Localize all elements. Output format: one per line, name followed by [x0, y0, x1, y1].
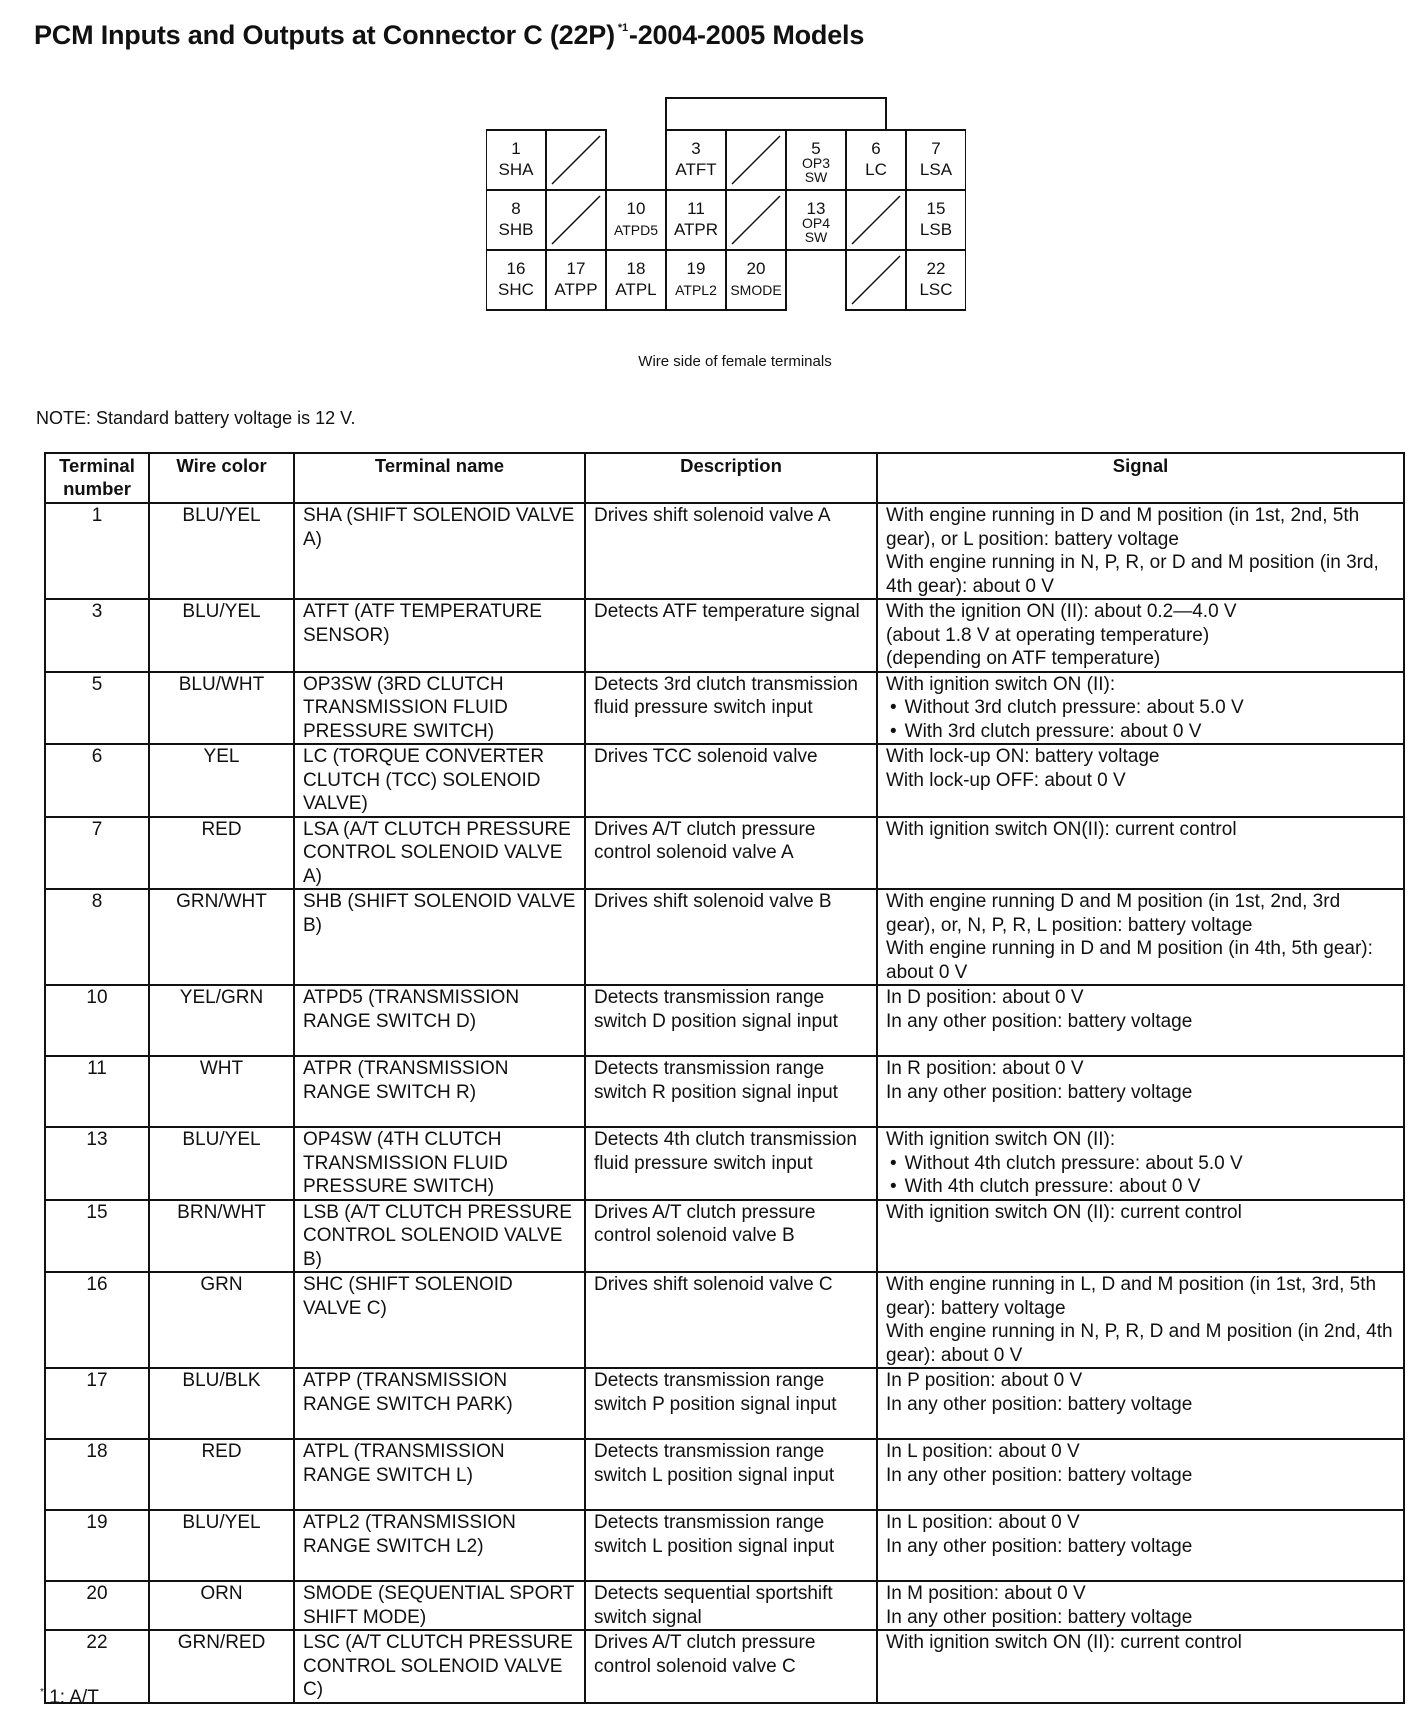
- terminal-number: 6: [45, 744, 149, 817]
- terminal-name: SHA (SHIFT SOLENOID VALVE A): [294, 503, 585, 599]
- terminal-name: LSC (A/T CLUTCH PRESSURE CONTROL SOLENOID VALVE C): [294, 1630, 585, 1703]
- wire-color: RED: [149, 817, 294, 890]
- wire-color: BLU/YEL: [149, 599, 294, 672]
- table-row: [45, 1439, 1404, 1510]
- terminal-number: 5: [45, 672, 149, 745]
- terminal-number: 18: [45, 1439, 149, 1510]
- signal: [877, 1127, 1404, 1200]
- terminal-number: 19: [45, 1510, 149, 1581]
- pin-label: OP3: [801, 155, 831, 171]
- table-row: [45, 1200, 1404, 1273]
- terminal-name: SHC (SHIFT SOLENOID VALVE C): [294, 1272, 585, 1368]
- wire-color: GRN/RED: [149, 1630, 294, 1703]
- pin-number: 10: [626, 199, 646, 218]
- signal: [877, 744, 1404, 817]
- table-row: [45, 1127, 1404, 1200]
- terminal-number: 22: [45, 1630, 149, 1703]
- pin-label: LSB: [919, 220, 953, 239]
- table-row: [45, 1056, 1404, 1127]
- signal-line: In any other position: battery voltage: [886, 1010, 1193, 1032]
- wire-color: BRN/WHT: [149, 1200, 294, 1273]
- pin-number: 16: [506, 259, 526, 278]
- table-row: [45, 1510, 1404, 1581]
- table-row: [45, 503, 1404, 599]
- signal-line: With the ignition ON (II): about 0.2—4.0 V: [886, 601, 1237, 622]
- pin-label: SHC: [498, 280, 534, 299]
- signal-line: With lock-up OFF: about 0 V: [886, 769, 1126, 791]
- terminal-number: 15: [45, 1200, 149, 1273]
- pin-number: 7: [931, 139, 941, 158]
- signal-line: In any other position: battery voltage: [886, 1081, 1193, 1103]
- terminal-name: ATPD5 (TRANSMISSION RANGE SWITCH D): [294, 985, 585, 1056]
- signal: [877, 1272, 1404, 1368]
- wire-color: GRN/WHT: [149, 889, 294, 985]
- pin-label: ATPL2: [675, 282, 717, 298]
- wire-color: YEL/GRN: [149, 985, 294, 1056]
- page-title: PCM Inputs and Outputs at Connector C (22P) $^{*1}$-2004-2005 Models: [34, 20, 865, 50]
- signal-line: In any other position: battery voltage: [886, 1606, 1193, 1628]
- terminal-name: ATPL2 (TRANSMISSION RANGE SWITCH L2): [294, 1510, 585, 1581]
- pin-number: 17: [566, 259, 586, 278]
- pin-number: 22: [926, 259, 946, 278]
- signal-line: In L position: about 0 V: [886, 1441, 1080, 1462]
- signal: [877, 503, 1404, 599]
- wire-color: BLU/YEL: [149, 1127, 294, 1200]
- description: Detects transmission range switch D position signal input: [585, 985, 877, 1056]
- pin-number: 11: [687, 199, 705, 218]
- terminal-number: 17: [45, 1368, 149, 1439]
- terminal-name: OP3SW (3RD CLUTCH TRANSMISSION FLUID PRESSURE SWITCH): [294, 672, 585, 745]
- pin-number: 6: [871, 139, 881, 158]
- terminal-number: 10: [45, 985, 149, 1056]
- signal-line: With engine running in N, P, R, or D and M position (in 3rd, 4th gear): about 0 V: [886, 552, 1379, 597]
- pin-label: SW: [804, 169, 828, 185]
- description: Detects transmission range switch P position signal input: [585, 1368, 877, 1439]
- signal: [877, 599, 1404, 672]
- description: Detects transmission range switch L position signal input: [585, 1439, 877, 1510]
- signal: [877, 1056, 1404, 1127]
- terminal-number: 13: [45, 1127, 149, 1200]
- wire-color: GRN: [149, 1272, 294, 1368]
- signal: [877, 1439, 1404, 1510]
- terminal-name: LC (TORQUE CONVERTER CLUTCH (TCC) SOLENOID VALVE): [294, 744, 585, 817]
- description: Drives shift solenoid valve A: [585, 503, 877, 599]
- terminal-name: LSB (A/T CLUTCH PRESSURE CONTROL SOLENOID VALVE B): [294, 1200, 585, 1273]
- description: Drives A/T clutch pressure control solenoid valve B: [585, 1200, 877, 1273]
- signal-line: With ignition switch ON (II): current control: [886, 1632, 1242, 1653]
- pin-number: 20: [746, 259, 766, 278]
- signal: [877, 1368, 1404, 1439]
- table-row: [45, 889, 1404, 985]
- signal-line: In L position: about 0 V: [886, 1512, 1080, 1533]
- signal-bullet: • Without 4th clutch pressure: about 5.0 V: [886, 1152, 1395, 1176]
- signal-line: With engine running in N, P, R, D and M position (in 2nd, 4th gear): about 0 V: [886, 1321, 1393, 1366]
- wire-color: ORN: [149, 1581, 294, 1630]
- signal-line: With engine running D and M position (in 1st, 2nd, 3rd gear), or, N, P, R, L position: battery voltage: [886, 891, 1341, 936]
- description: Drives TCC solenoid valve: [585, 744, 877, 817]
- terminal-number: 11: [45, 1056, 149, 1127]
- wire-color: YEL: [149, 744, 294, 817]
- terminal-number: 16: [45, 1272, 149, 1368]
- pin-label: ATPP: [554, 280, 598, 299]
- signal-line: With engine running in L, D and M position (in 1st, 3rd, 5th gear): battery voltage: [886, 1274, 1377, 1319]
- pin-label: LC: [865, 160, 887, 179]
- pin-label: LSC: [919, 280, 953, 299]
- signal-bullet: • Without 3rd clutch pressure: about 5.0 V: [886, 696, 1395, 720]
- signal-line: In any other position: battery voltage: [886, 1464, 1193, 1486]
- table-row: [45, 1630, 1404, 1703]
- pin-label: ATFT: [675, 160, 717, 179]
- pin-number: 8: [511, 199, 521, 218]
- signal-line: In R position: about 0 V: [886, 1058, 1084, 1079]
- terminal-number: 1: [45, 503, 149, 599]
- pin-number: 19: [686, 259, 706, 278]
- terminal-number: 8: [45, 889, 149, 985]
- description: Drives A/T clutch pressure control solenoid valve C: [585, 1630, 877, 1703]
- signal: [877, 889, 1404, 985]
- footnote: * 1: A/T: [40, 1687, 99, 1708]
- wire-color: WHT: [149, 1056, 294, 1127]
- signal-line: In M position: about 0 V: [886, 1583, 1086, 1604]
- terminal-name: ATPR (TRANSMISSION RANGE SWITCH R): [294, 1056, 585, 1127]
- signal-line: In D position: about 0 V: [886, 987, 1084, 1008]
- connector-latch: [666, 98, 886, 130]
- description: Detects 3rd clutch transmission fluid pressure switch input: [585, 672, 877, 745]
- header-wire-color: Wire color: [149, 453, 294, 503]
- terminal-name: LSA (A/T CLUTCH PRESSURE CONTROL SOLENOID VALVE A): [294, 817, 585, 890]
- pin-table: [44, 452, 1405, 1704]
- pin-label: ATPL: [615, 280, 657, 299]
- signal-bullet: • With 3rd clutch pressure: about 0 V: [886, 720, 1395, 744]
- terminal-number: 20: [45, 1581, 149, 1630]
- description: Detects transmission range switch R position signal input: [585, 1056, 877, 1127]
- description: Detects sequential sportshift switch signal: [585, 1581, 877, 1630]
- connector-caption: Wire side of female terminals: [638, 353, 832, 370]
- table-row: [45, 817, 1404, 890]
- signal-line: In any other position: battery voltage: [886, 1535, 1193, 1557]
- pin-number: 18: [626, 259, 646, 278]
- terminal-name: OP4SW (4TH CLUTCH TRANSMISSION FLUID PRESSURE SWITCH): [294, 1127, 585, 1200]
- connector-diagram: [486, 96, 966, 314]
- description: Drives shift solenoid valve C: [585, 1272, 877, 1368]
- terminal-name: ATPL (TRANSMISSION RANGE SWITCH L): [294, 1439, 585, 1510]
- wire-color: RED: [149, 1439, 294, 1510]
- signal: [877, 1630, 1404, 1703]
- terminal-number: 7: [45, 817, 149, 890]
- terminal-number: 3: [45, 599, 149, 672]
- pin-label: OP4: [801, 215, 831, 231]
- signal: [877, 672, 1404, 745]
- wire-color: BLU/WHT: [149, 672, 294, 745]
- description: Drives A/T clutch pressure control solenoid valve A: [585, 817, 877, 890]
- signal-line: With lock-up ON: battery voltage: [886, 746, 1160, 767]
- signal-line: In any other position: battery voltage: [886, 1393, 1193, 1415]
- table-row: [45, 1581, 1404, 1630]
- wire-color: BLU/YEL: [149, 503, 294, 599]
- table-header-row: [45, 453, 1404, 503]
- pin-label: SMODE: [730, 282, 782, 298]
- description: Drives shift solenoid valve B: [585, 889, 877, 985]
- signal-line: (about 1.8 V at operating temperature): [886, 624, 1210, 646]
- header-signal: Signal: [877, 453, 1404, 503]
- pin-number: 13: [806, 199, 826, 218]
- terminal-name: ATPP (TRANSMISSION RANGE SWITCH PARK): [294, 1368, 585, 1439]
- signal-line: With ignition switch ON (II):: [886, 673, 1116, 695]
- header-description: Description: [585, 453, 877, 503]
- description: Detects ATF temperature signal: [585, 599, 877, 672]
- signal: [877, 817, 1404, 890]
- header-terminal: Terminal number: [45, 453, 149, 503]
- terminal-name: SMODE (SEQUENTIAL SPORT SHIFT MODE): [294, 1581, 585, 1630]
- signal-line: With engine running in D and M position (in 4th, 5th gear): about 0 V: [886, 938, 1373, 983]
- pin-number: 5: [811, 139, 821, 158]
- signal: [877, 1581, 1404, 1630]
- wire-color: BLU/BLK: [149, 1368, 294, 1439]
- terminal-name: SHB (SHIFT SOLENOID VALVE B): [294, 889, 585, 985]
- note-text: NOTE: Standard battery voltage is 12 V.: [36, 408, 356, 428]
- pin-label: ATPD5: [613, 222, 659, 238]
- signal-line: With ignition switch ON (II):: [886, 1129, 1116, 1150]
- signal-line: In P position: about 0 V: [886, 1370, 1083, 1391]
- signal: [877, 1200, 1404, 1273]
- table-row: [45, 744, 1404, 817]
- pin-label: ATPR: [673, 220, 719, 239]
- pin-label: SW: [804, 229, 828, 245]
- table-row: [45, 672, 1404, 745]
- signal: [877, 1510, 1404, 1581]
- signal: [877, 985, 1404, 1056]
- table-row: [45, 1272, 1404, 1368]
- description: Detects transmission range switch L position signal input: [585, 1510, 877, 1581]
- signal-line: With engine running in D and M position (in 1st, 2nd, 5th gear), or L position: battery voltage: [886, 505, 1360, 550]
- terminal-name: ATFT (ATF TEMPERATURE SENSOR): [294, 599, 585, 672]
- table-row: [45, 599, 1404, 672]
- pin-number: 3: [691, 139, 701, 158]
- pin-label: SHB: [498, 220, 534, 239]
- signal-bullet: • With 4th clutch pressure: about 0 V: [886, 1175, 1395, 1199]
- description: Detects 4th clutch transmission fluid pressure switch input: [585, 1127, 877, 1200]
- table-row: [45, 985, 1404, 1056]
- table-row: [45, 1368, 1404, 1439]
- header-terminal-name: Terminal name: [294, 453, 585, 503]
- pin-label: SHA: [498, 160, 534, 179]
- pin-number: 1: [511, 139, 521, 158]
- signal-line: (depending on ATF temperature): [886, 648, 1161, 669]
- signal-line: With ignition switch ON (II): current control: [886, 1201, 1242, 1223]
- pin-label: LSA: [919, 160, 953, 179]
- pin-number: 15: [926, 199, 946, 218]
- wire-color: BLU/YEL: [149, 1510, 294, 1581]
- signal-line: With ignition switch ON(II): current control: [886, 818, 1237, 840]
